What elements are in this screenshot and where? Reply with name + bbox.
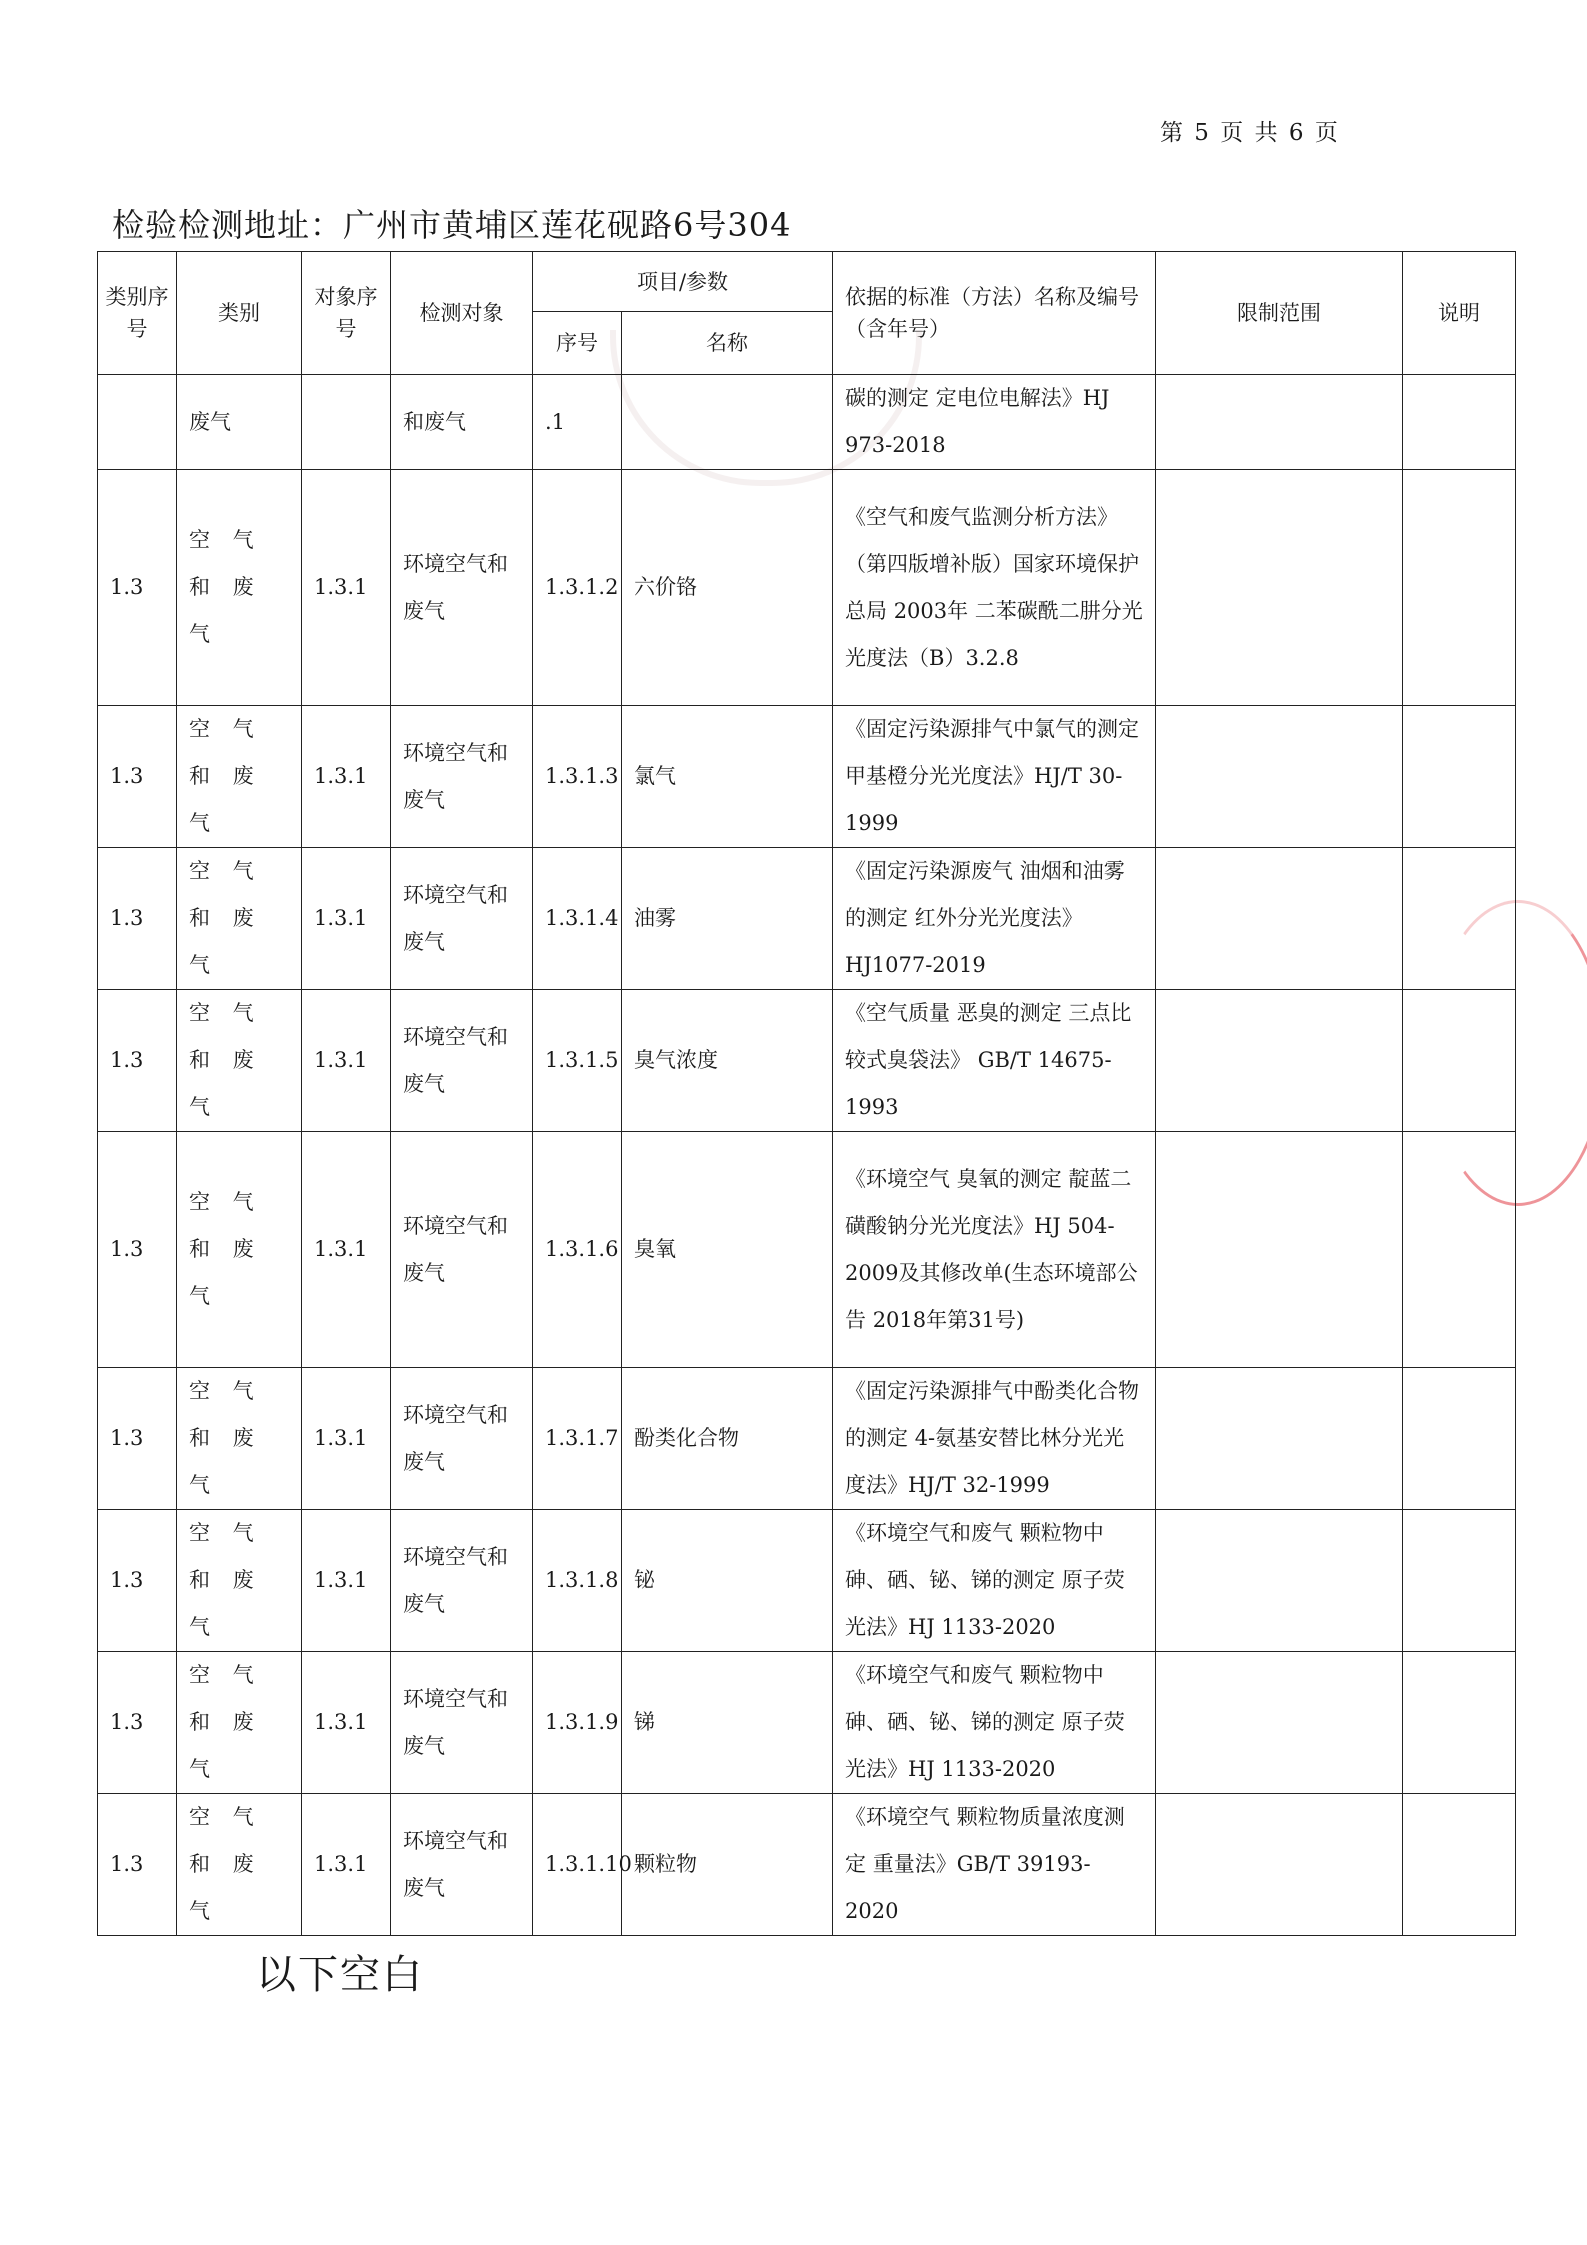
cell-category-no: 1.3 — [98, 1794, 177, 1936]
cell-object: 和废气 — [391, 375, 533, 470]
cell-category-no: 1.3 — [98, 1652, 177, 1794]
cell-category-no: 1.3 — [98, 470, 177, 706]
table-row — [98, 706, 1516, 848]
blank-below-note: 以下空白 — [256, 1952, 424, 1998]
cell-item-name: 铋 — [622, 1510, 833, 1652]
cell-category: 空 气 和 废气 — [177, 706, 302, 848]
cell-category: 废气 — [177, 375, 302, 470]
cell-category: 空 气 和 废气 — [177, 990, 302, 1132]
cell-limit — [1156, 470, 1403, 706]
cell-note — [1403, 1368, 1516, 1510]
cell-item-no: 1.3.1.7 — [533, 1368, 622, 1510]
cell-standard: 《空气质量 恶臭的测定 三点比较式臭袋法》 GB/T 14675-1993 — [833, 990, 1156, 1132]
header-note: 说明 — [1403, 252, 1516, 375]
table-row — [98, 470, 1516, 706]
cell-object: 环境空气和废气 — [391, 990, 533, 1132]
cell-item-no: 1.3.1.8 — [533, 1510, 622, 1652]
cell-item-no: 1.3.1.10 — [533, 1794, 622, 1936]
cell-standard: 碳的测定 定电位电解法》HJ 973-2018 — [833, 375, 1156, 470]
cell-standard: 《固定污染源排气中酚类化合物的测定 4-氨基安替比林分光光度法》HJ/T 32-1999 — [833, 1368, 1156, 1510]
cell-category-no: 1.3 — [98, 1510, 177, 1652]
cell-note — [1403, 848, 1516, 990]
cell-category: 空 气 和 废气 — [177, 1368, 302, 1510]
cell-object-no: 1.3.1 — [302, 1652, 391, 1794]
page-number: 第 5 页 共 6 页 — [1160, 120, 1340, 146]
header-item-no: 序号 — [533, 312, 622, 375]
cell-note — [1403, 990, 1516, 1132]
cell-limit — [1156, 1132, 1403, 1368]
header-category: 类别 — [177, 252, 302, 375]
cell-item-no: 1.3.1.5 — [533, 990, 622, 1132]
cell-limit — [1156, 990, 1403, 1132]
table-row — [98, 1132, 1516, 1368]
cell-object: 环境空气和废气 — [391, 1368, 533, 1510]
table-row — [98, 1794, 1516, 1936]
cell-object: 环境空气和废气 — [391, 848, 533, 990]
header-object-no: 对象序号 — [302, 252, 391, 375]
cell-item-no: 1.3.1.4 — [533, 848, 622, 990]
cell-category-no: 1.3 — [98, 848, 177, 990]
cell-object: 环境空气和废气 — [391, 1652, 533, 1794]
cell-category: 空 气 和 废气 — [177, 1652, 302, 1794]
cell-item-name: 六价铬 — [622, 470, 833, 706]
table-row-continued — [98, 375, 1516, 470]
cell-category: 空 气 和 废气 — [177, 1132, 302, 1368]
cell-item-name: 臭气浓度 — [622, 990, 833, 1132]
cell-category: 空 气 和 废气 — [177, 1794, 302, 1936]
table-row — [98, 848, 1516, 990]
cell-standard: 《环境空气和废气 颗粒物中砷、硒、铋、锑的测定 原子荧光法》HJ 1133-2020 — [833, 1652, 1156, 1794]
cell-object: 环境空气和废气 — [391, 1510, 533, 1652]
cell-object-no: 1.3.1 — [302, 848, 391, 990]
cell-object: 环境空气和废气 — [391, 706, 533, 848]
header-object: 检测对象 — [391, 252, 533, 375]
cell-category-no: 1.3 — [98, 1132, 177, 1368]
cell-item-name: 臭氧 — [622, 1132, 833, 1368]
cell-limit — [1156, 1794, 1403, 1936]
cell-item-name: 酚类化合物 — [622, 1368, 833, 1510]
cell-item-name — [622, 375, 833, 470]
cell-item-no: 1.3.1.3 — [533, 706, 622, 848]
cell-standard: 《空气和废气监测分析方法》（第四版增补版）国家环境保护总局 2003年 二苯碳酰二肼分光光度法（B）3.2.8 — [833, 470, 1156, 706]
table-row — [98, 1510, 1516, 1652]
cell-limit — [1156, 1510, 1403, 1652]
cell-object-no: 1.3.1 — [302, 1368, 391, 1510]
cell-note — [1403, 1652, 1516, 1794]
cell-standard: 《环境空气 臭氧的测定 靛蓝二磺酸钠分光光度法》HJ 504-2009及其修改单(生态环境部公告 2018年第31号) — [833, 1132, 1156, 1368]
cell-limit — [1156, 375, 1403, 470]
test-address: 检验检测地址：广州市黄埔区莲花砚路6号304 — [112, 206, 792, 244]
cell-item-name: 颗粒物 — [622, 1794, 833, 1936]
header-standard: 依据的标准（方法）名称及编号（含年号） — [833, 252, 1156, 375]
cell-item-no: 1.3.1.2 — [533, 470, 622, 706]
cell-object: 环境空气和废气 — [391, 470, 533, 706]
cell-category: 空 气 和 废气 — [177, 848, 302, 990]
cell-category-no — [98, 375, 177, 470]
table-row — [98, 990, 1516, 1132]
cell-object-no: 1.3.1 — [302, 1510, 391, 1652]
header-category-no: 类别序号 — [98, 252, 177, 375]
cell-object-no: 1.3.1 — [302, 1132, 391, 1368]
cell-note — [1403, 1132, 1516, 1368]
cell-standard: 《固定污染源废气 油烟和油雾的测定 红外分光光度法》HJ1077-2019 — [833, 848, 1156, 990]
cell-limit — [1156, 706, 1403, 848]
cell-note — [1403, 1510, 1516, 1652]
cell-category-no: 1.3 — [98, 990, 177, 1132]
cell-item-no: 1.3.1.9 — [533, 1652, 622, 1794]
cell-standard: 《环境空气和废气 颗粒物中砷、硒、铋、锑的测定 原子荧光法》HJ 1133-2020 — [833, 1510, 1156, 1652]
table-row — [98, 1368, 1516, 1510]
cell-limit — [1156, 1368, 1403, 1510]
cell-note — [1403, 1794, 1516, 1936]
cell-limit — [1156, 848, 1403, 990]
cell-note — [1403, 375, 1516, 470]
table-row — [98, 1652, 1516, 1794]
cell-object-no: 1.3.1 — [302, 990, 391, 1132]
scope-table — [97, 251, 1516, 1936]
cell-category-no: 1.3 — [98, 706, 177, 848]
cell-standard: 《环境空气 颗粒物质量浓度测定 重量法》GB/T 39193-2020 — [833, 1794, 1156, 1936]
cell-object-no: 1.3.1 — [302, 1794, 391, 1936]
cell-object: 环境空气和废气 — [391, 1794, 533, 1936]
cell-item-name: 氯气 — [622, 706, 833, 848]
cell-object-no — [302, 375, 391, 470]
cell-item-no: .1 — [533, 375, 622, 470]
cell-item-no: 1.3.1.6 — [533, 1132, 622, 1368]
cell-category-no: 1.3 — [98, 1368, 177, 1510]
cell-object: 环境空气和废气 — [391, 1132, 533, 1368]
cell-note — [1403, 706, 1516, 848]
cell-item-name: 锑 — [622, 1652, 833, 1794]
cell-item-name: 油雾 — [622, 848, 833, 990]
cell-object-no: 1.3.1 — [302, 706, 391, 848]
header-limit: 限制范围 — [1156, 252, 1403, 375]
cell-object-no: 1.3.1 — [302, 470, 391, 706]
cell-limit — [1156, 1652, 1403, 1794]
cell-category: 空 气 和 废气 — [177, 470, 302, 706]
header-item-name: 名称 — [622, 312, 833, 375]
cell-note — [1403, 470, 1516, 706]
cell-standard: 《固定污染源排气中氯气的测定 甲基橙分光光度法》HJ/T 30-1999 — [833, 706, 1156, 848]
header-item-param: 项目/参数 — [533, 252, 833, 312]
cell-category: 空 气 和 废气 — [177, 1510, 302, 1652]
